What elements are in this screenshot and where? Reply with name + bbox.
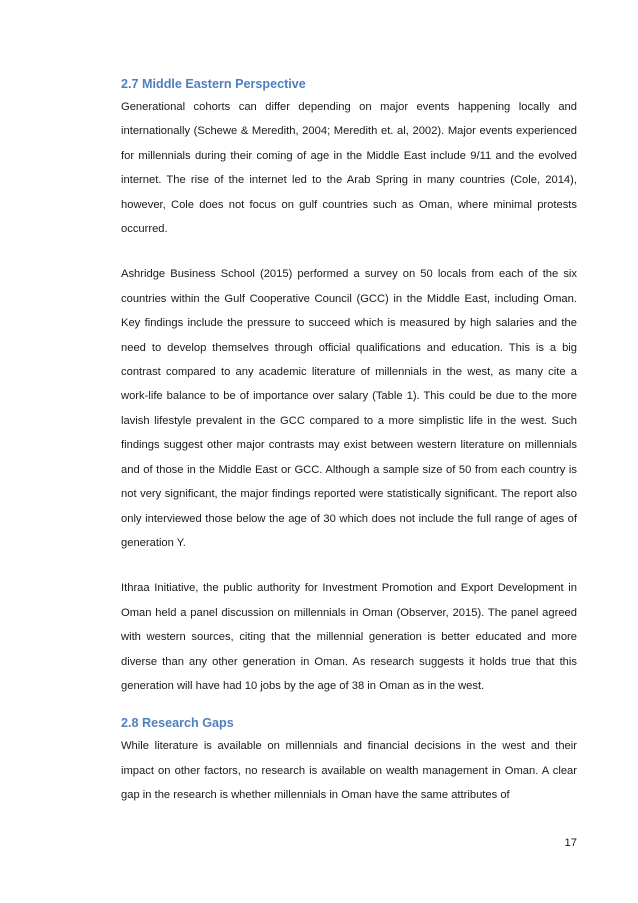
paragraph-generational-cohorts: Generational cohorts can differ depending on major events happening locally and internationally (Schewe & Meredith, 2004; Meredith et. al, 2002). Major events experienced for millennials during their coming of age in the Middle East include 9/11 and the evolved internet. The rise of the internet led to the Arab Spring in many countries (Cole, 2014), however, Cole does not focus on gulf countries such as Oman, where minimal protests occurred.: [121, 101, 577, 236]
paragraph-research-gaps: While literature is available on millennials and financial decisions in the west and their impact on other factors, no research is available on wealth management in Oman. A clear gap in the research is whether millennials in Oman have the same attributes of: [121, 740, 577, 802]
section-heading-middle-eastern-perspective: 2.7 Middle Eastern Perspective: [121, 77, 306, 91]
page-number: 17: [564, 837, 577, 849]
paragraph-ithraa-initiative: Ithraa Initiative, the public authority for Investment Promotion and Export Development in Oman held a panel discussion on millennials in Oman (Observer, 2015). The panel agreed with western sources, citing that the millennial generation is better educated and more diverse than any other generation in Oman. As research suggests it holds true that this generation will have had 10 jobs by the age of 38 in Oman as in the west.: [121, 582, 577, 692]
section-heading-research-gaps: 2.8 Research Gaps: [121, 716, 234, 731]
page-content: [121, 74, 577, 808]
paragraph-ashridge-survey: Ashridge Business School (2015) performed a survey on 50 locals from each of the six countries within the Gulf Cooperative Council (GCC) in the Middle East, including Oman. Key findings include the pressure to succeed which is measured by high salaries and the need to develop themselves through official qualifications and education. This is a big contrast compared to any academic literature of millennials in the west, as many cite a work-life balance to be of importance over salary (Table 1). This could be due to the more lavish lifestyle prevalent in the GCC compared to a more simplistic life in the west. Such findings suggest other major contrasts may exist between western literature on millennials and of those in the Middle East or GCC. Although a sample size of 50 from each country is not very significant, the major findings reported were statistically significant. The report also only interviewed those below the age of 30 which does not include the full range of ages of generation Y.: [121, 268, 577, 549]
